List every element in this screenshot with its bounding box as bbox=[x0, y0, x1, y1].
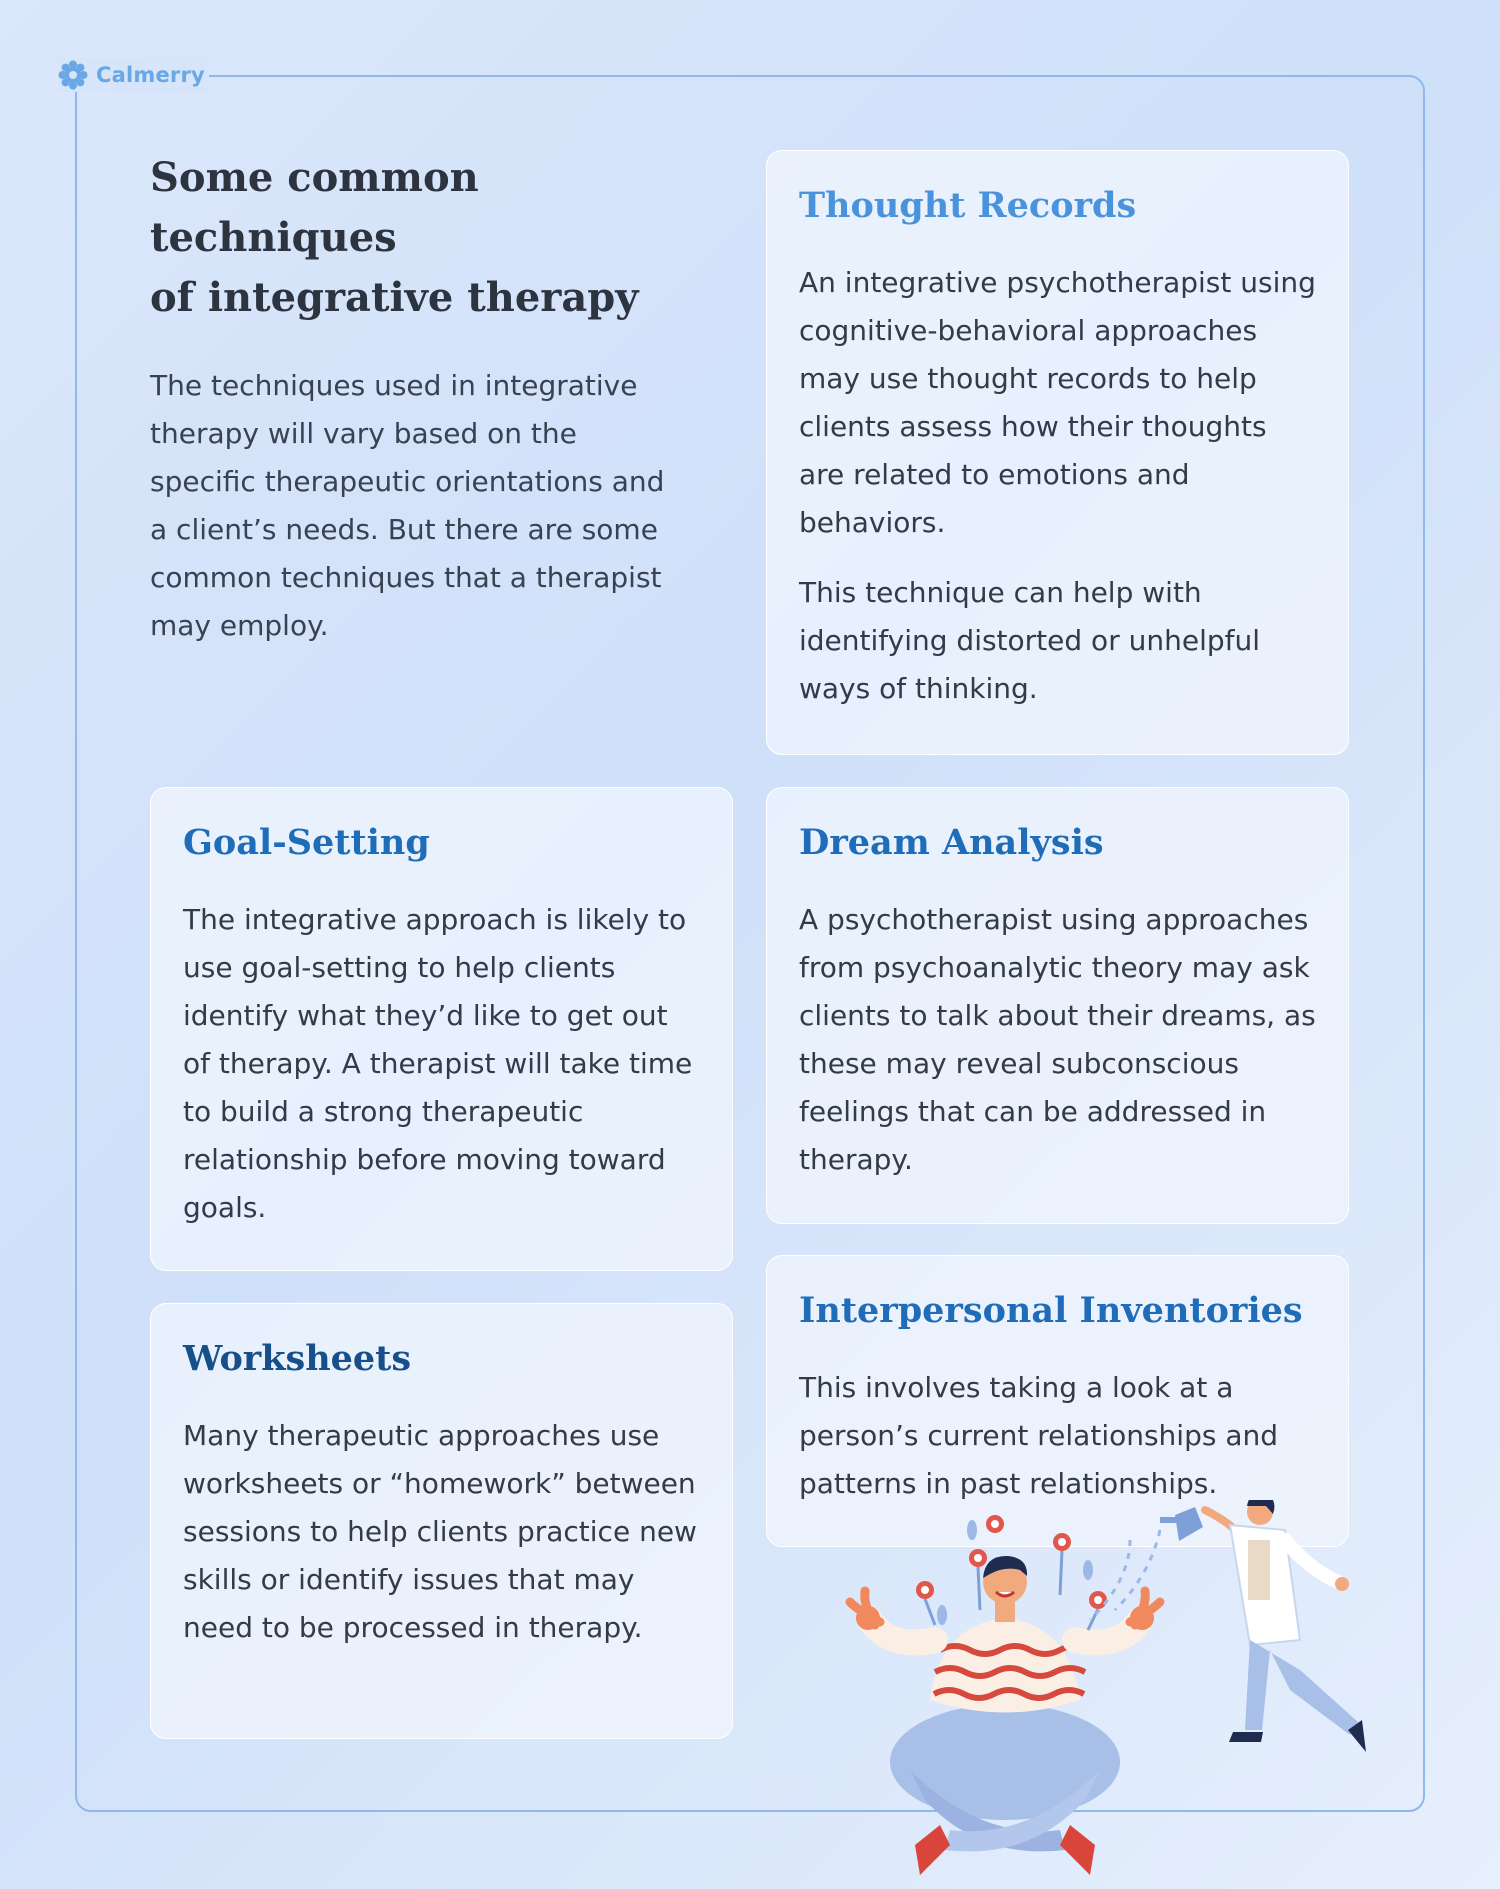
card-text: Many therapeutic approaches use worksheets or “homework” between sessions to help clients practice new skills or identify issues that may need to be processed in therapy. bbox=[183, 1419, 697, 1644]
card-title: Goal-Setting bbox=[183, 822, 430, 863]
card-title: Worksheets bbox=[183, 1338, 412, 1379]
card-text: This technique can help with identifying distorted or unhelpful ways of thinking. bbox=[799, 576, 1261, 705]
gear-flower-icon bbox=[58, 60, 88, 90]
card-title: Thought Records bbox=[799, 185, 1137, 226]
card-goal-setting bbox=[150, 787, 733, 1271]
title-line: techniques bbox=[150, 214, 397, 261]
card-text: A psychotherapist using approaches from psychoanalytic theory may ask clients to talk about their dreams, as these may reveal subconscious feelings that can be addressed in therapy. bbox=[799, 903, 1316, 1176]
card-title: Interpersonal Inventories bbox=[799, 1290, 1303, 1331]
title-line: of integrative therapy bbox=[150, 274, 639, 321]
card-worksheets bbox=[150, 1303, 733, 1739]
card-title: Dream Analysis bbox=[799, 822, 1104, 863]
card-thought-records bbox=[766, 150, 1349, 755]
brand-logo bbox=[58, 58, 209, 92]
title-line: Some common bbox=[150, 154, 479, 201]
intro-text: The techniques used in integrative therapy will vary based on the specific therapeutic orientations and a client’s needs. But there are some common techniques that a therapist may employ. bbox=[150, 369, 665, 642]
card-text: The integrative approach is likely to use goal-setting to help clients identify what they’d like to get out of therapy. A therapist will take time to build a strong therapeutic relationship before moving toward goals. bbox=[183, 903, 693, 1224]
card-text: An integrative psychotherapist using cognitive-behavioral approaches may use thought records to help clients assess how their thoughts are related to emotions and behaviors. bbox=[799, 266, 1316, 539]
card-text: This involves taking a look at a person’s current relationships and patterns in past relationships. bbox=[799, 1371, 1279, 1500]
brand-name: Calmerry bbox=[96, 63, 205, 87]
page-title bbox=[150, 148, 710, 328]
card-dream-analysis bbox=[766, 787, 1349, 1224]
meditating-person-icon bbox=[850, 1556, 1160, 1875]
therapist-watering-icon bbox=[1160, 1500, 1366, 1752]
therapy-illustration bbox=[830, 1500, 1390, 1889]
